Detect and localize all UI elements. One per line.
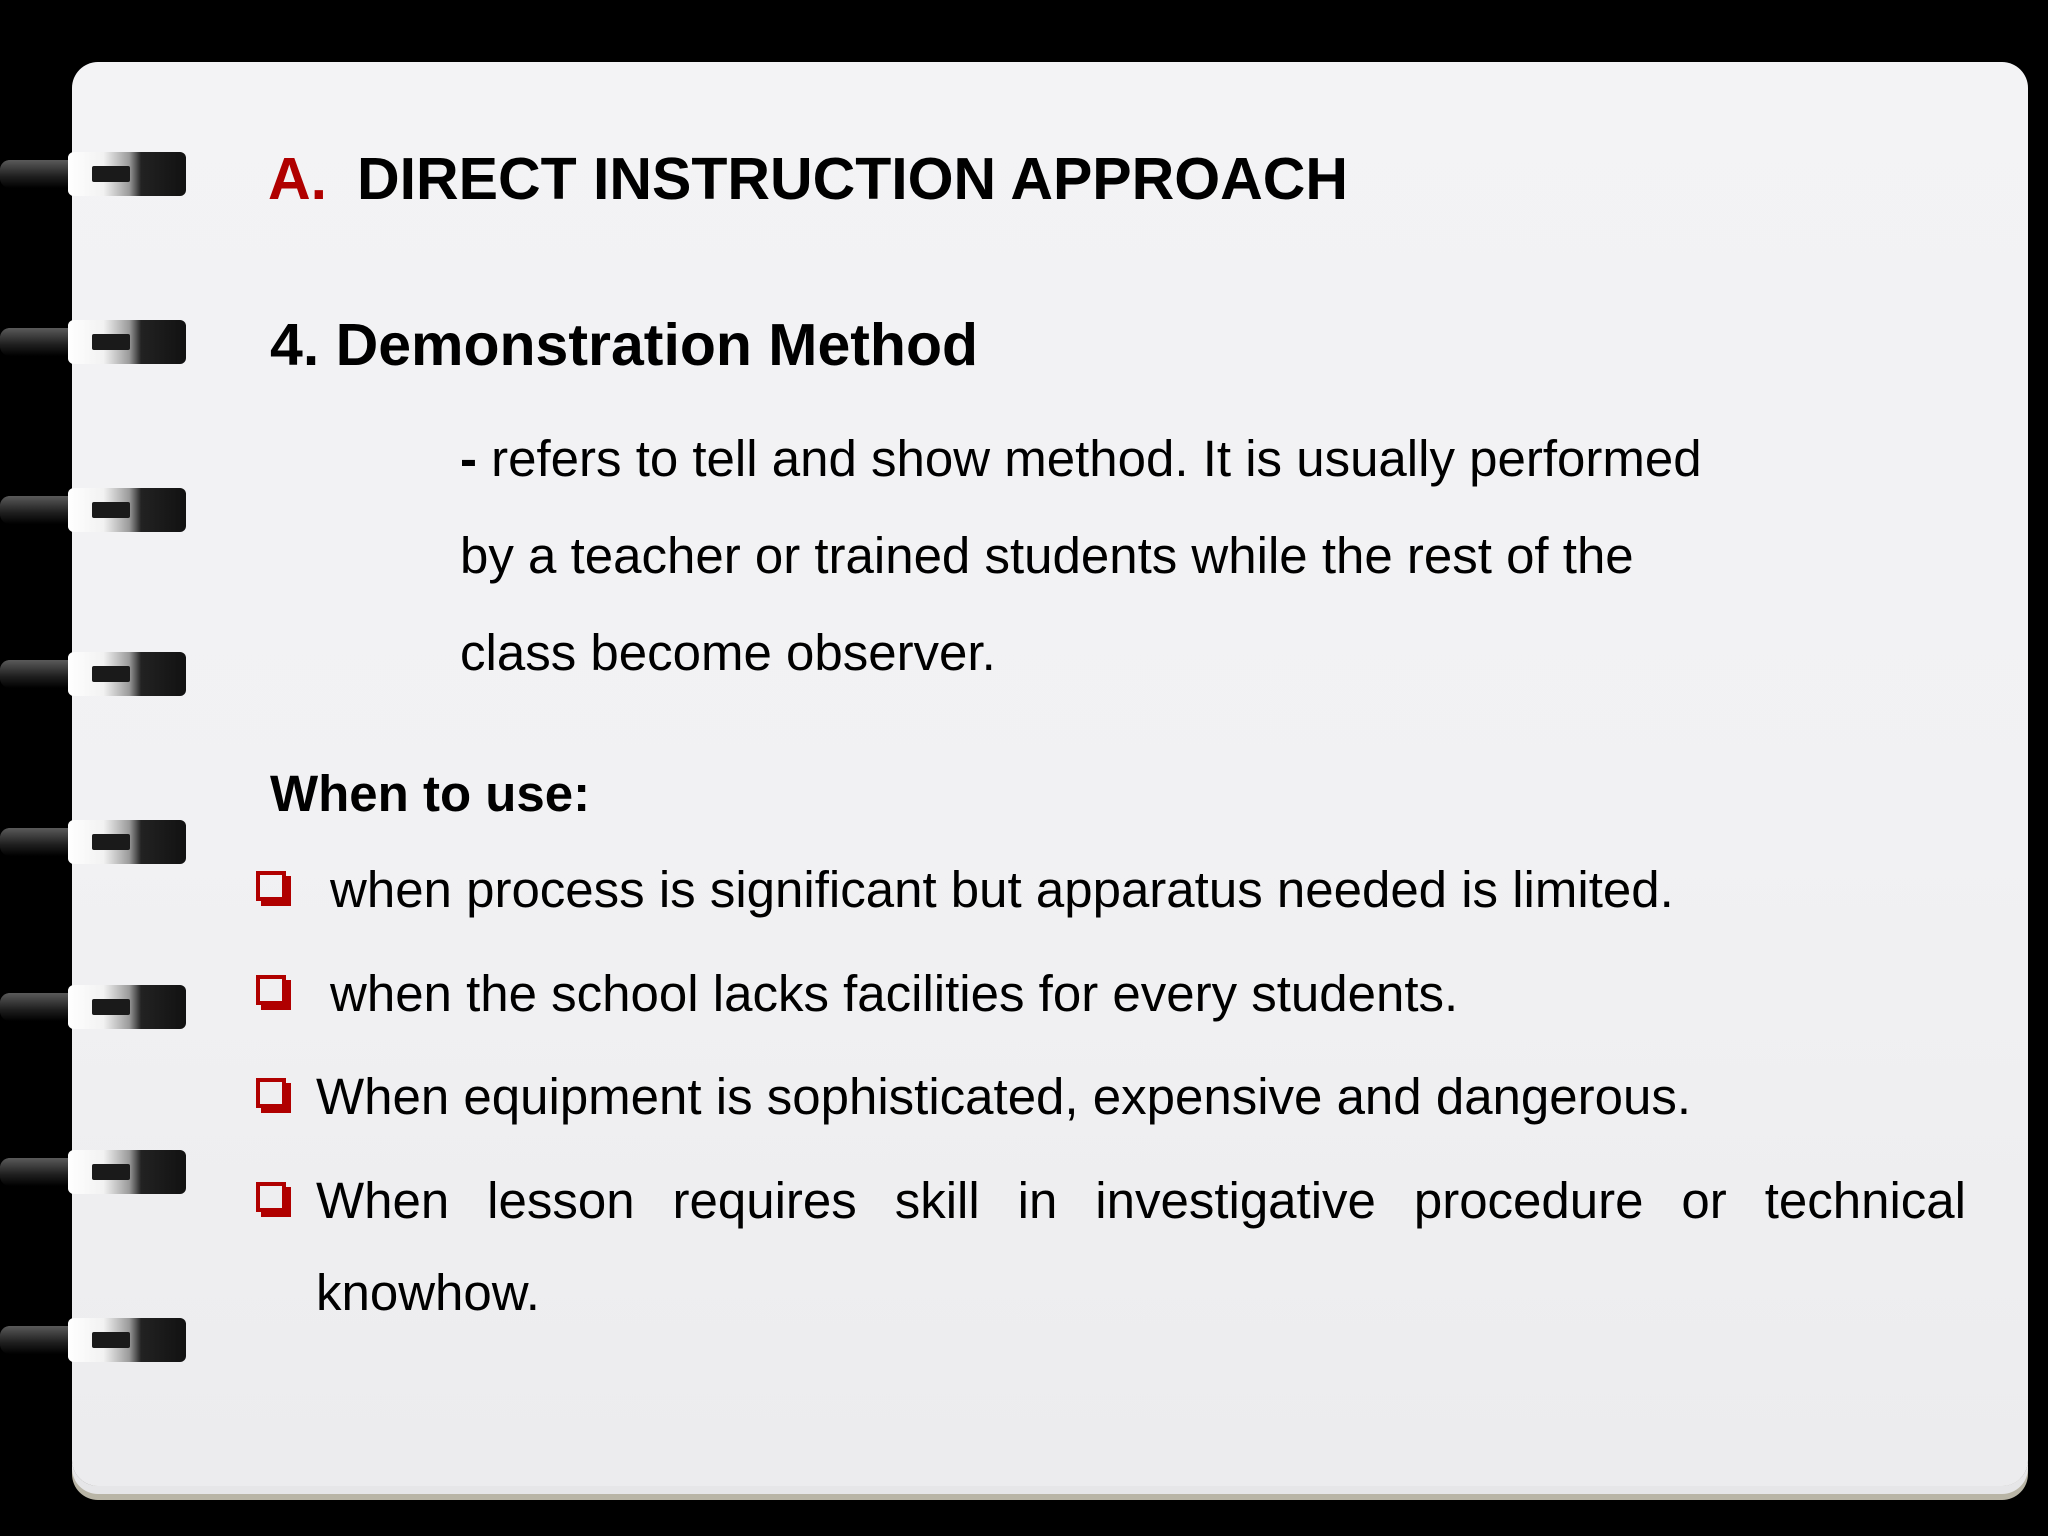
section-title [268,144,1348,214]
method-title: 4. Demonstration Method [270,312,979,378]
definition-dash: - [460,430,477,487]
slide-content: A. DIRECT INSTRUCTION APPROACH 4. Demonstration Method - refers to tell and show method. It is usually performed by a teacher or trained students while the rest of the class become observer. When to use: when process is significant but apparatus needed is limited. when the school lacks facilities for every students. When equipment is sophisticated, expensive and dangerous. When lesson requires skill in investigative procedure or technical knowhow. [0,0,2048,1536]
section-letter: A. [268,146,327,212]
square-checkbox-icon [256,1078,286,1108]
definition-line: - refers to tell and show method. It is usually performed [460,430,1702,487]
definition-line: by a teacher or trained students while the rest of the [460,527,1634,584]
square-checkbox-icon [256,1182,286,1212]
section-title-text: DIRECT INSTRUCTION APPROACH [357,146,1348,212]
definition-line: class become observer. [460,624,996,681]
when-to-use-heading: When to use: [270,765,591,822]
method-definition [460,410,1860,701]
square-checkbox-icon [256,871,286,901]
square-checkbox-icon [256,975,286,1005]
